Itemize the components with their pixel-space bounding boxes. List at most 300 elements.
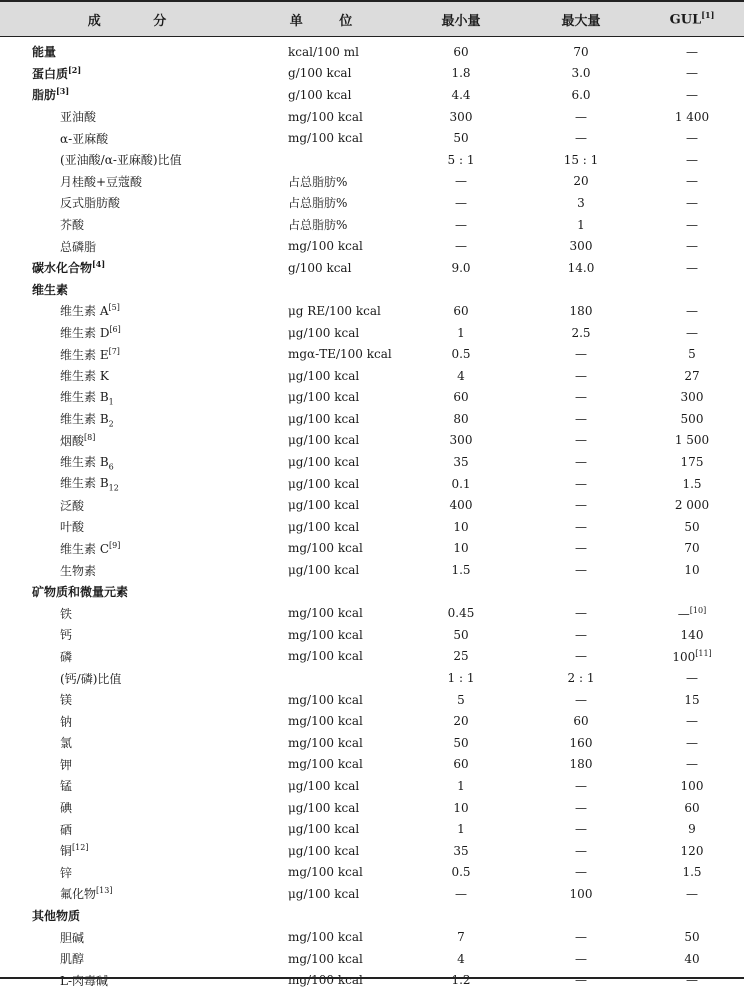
- cell-max: —: [575, 433, 587, 448]
- table-row: [0, 127, 744, 149]
- gul-value: —: [677, 606, 690, 621]
- component-name: 维生素 K: [60, 369, 109, 384]
- cell-max: 15 : 1: [563, 152, 599, 167]
- cell-min: 4: [457, 951, 465, 966]
- component-name: 总磷脂: [60, 239, 97, 254]
- cell-max: 160: [569, 735, 593, 750]
- component-name: (钙/磷)比值: [60, 671, 122, 686]
- cell-max: 20: [573, 174, 589, 189]
- cell-max: —: [575, 541, 587, 556]
- cell-max: —: [575, 692, 587, 707]
- cell-component: [0, 173, 258, 190]
- cell-unit: μg/100 kcal: [288, 778, 360, 793]
- gul-value: 10: [684, 563, 700, 578]
- cell-unit: mg/100 kcal: [288, 930, 363, 945]
- component-name: α-亚麻酸: [60, 131, 109, 146]
- cell-component: [0, 691, 258, 708]
- component-name: 钾: [60, 757, 73, 772]
- component-name: 胆碱: [60, 930, 85, 945]
- header-min: 最小量: [441, 13, 481, 29]
- gul-value: —: [686, 973, 698, 988]
- cell-component: [0, 367, 258, 384]
- component-name: 能量: [32, 45, 57, 60]
- cell-unit: mg/100 kcal: [288, 606, 363, 621]
- cell-component: [0, 972, 258, 989]
- gul-value: 9: [688, 822, 696, 837]
- cell-gul: [640, 261, 744, 275]
- component-name: 氯: [60, 736, 73, 751]
- table-row: [0, 840, 744, 862]
- cell-unit: μg/100 kcal: [288, 433, 360, 448]
- component-note: [12]: [72, 843, 89, 853]
- cell-unit: μg/100 kcal: [288, 455, 360, 470]
- table-row: [0, 365, 744, 387]
- cell-max: —: [575, 627, 587, 642]
- component-name: 烟酸: [60, 433, 85, 448]
- component-note: [13]: [96, 886, 113, 896]
- cell-max: 180: [569, 303, 593, 318]
- component-name: 锰: [60, 779, 73, 794]
- cell-gul: [640, 801, 744, 815]
- cell-gul: [640, 131, 744, 145]
- cell-max: 3.0: [571, 66, 591, 81]
- component-name: 磷: [60, 649, 73, 664]
- component-name: 维生素 B: [60, 390, 109, 405]
- cell-min: 300: [449, 109, 473, 124]
- component-name: 镁: [60, 693, 73, 708]
- cell-component: [0, 540, 258, 557]
- cell-gul: [640, 218, 744, 232]
- gul-value: 1.5: [682, 476, 702, 491]
- cell-component: [0, 474, 258, 492]
- cell-unit: μg/100 kcal: [288, 390, 360, 405]
- table-row: [0, 970, 744, 991]
- component-name: 亚油酸: [60, 110, 97, 125]
- cell-max: —: [575, 498, 587, 513]
- cell-min: 0.5: [451, 347, 471, 362]
- cell-unit: μg/100 kcal: [288, 325, 360, 340]
- cell-unit: g/100 kcal: [288, 87, 352, 102]
- component-name: 其他物质: [32, 909, 81, 924]
- cell-max: —: [575, 411, 587, 426]
- cell-gul: [640, 174, 744, 188]
- cell-gul: [640, 110, 744, 124]
- cell-min: 9.0: [451, 260, 471, 275]
- table-body: [0, 41, 744, 991]
- cell-unit: μg/100 kcal: [288, 498, 360, 513]
- cell-gul: [640, 498, 744, 512]
- gul-value: —: [686, 217, 698, 232]
- gul-value: 5: [688, 347, 696, 362]
- cell-component: [0, 238, 258, 255]
- table-row: [0, 322, 744, 344]
- component-note: [6]: [109, 325, 121, 335]
- component-name: 芥酸: [60, 218, 85, 233]
- cell-min: —: [455, 174, 467, 189]
- cell-component: [0, 950, 258, 967]
- cell-gul: [640, 412, 744, 426]
- cell-max: —: [575, 843, 587, 858]
- table-row: [0, 905, 744, 927]
- table-row: [0, 646, 744, 668]
- gul-value: —: [686, 66, 698, 81]
- cell-gul: [640, 606, 744, 621]
- gul-value: 300: [680, 390, 704, 405]
- component-name: 维生素 A: [60, 304, 109, 319]
- component-subscript: 2: [108, 419, 114, 429]
- table-row: [0, 300, 744, 322]
- cell-min: —: [455, 886, 467, 901]
- gul-value: 2 000: [674, 498, 710, 513]
- cell-min: 1: [457, 325, 465, 340]
- component-name: 生物素: [60, 563, 97, 578]
- table-row: [0, 473, 744, 495]
- cell-max: 2.5: [571, 325, 591, 340]
- component-note: [2]: [68, 64, 82, 75]
- gul-value: 175: [680, 455, 704, 470]
- cell-min: 4.4: [451, 87, 471, 102]
- cell-min: 10: [453, 541, 469, 556]
- header-component: 成 分: [87, 13, 191, 29]
- cell-unit: μg/100 kcal: [288, 519, 360, 534]
- cell-gul: [640, 779, 744, 793]
- table-row: [0, 516, 744, 538]
- cell-max: 100: [569, 886, 593, 901]
- table-row: [0, 192, 744, 214]
- cell-min: 1: [457, 822, 465, 837]
- table-row: [0, 754, 744, 776]
- component-name: 脂肪: [32, 88, 57, 103]
- table-row: [0, 257, 744, 279]
- cell-min: —: [455, 239, 467, 254]
- cell-unit: g/100 kcal: [288, 66, 352, 81]
- component-name: 泛酸: [60, 498, 85, 513]
- cell-min: 60: [453, 44, 469, 59]
- cell-component: [0, 605, 258, 622]
- cell-unit: mg/100 kcal: [288, 627, 363, 642]
- cell-max: —: [575, 778, 587, 793]
- table-row: [0, 63, 744, 85]
- component-note: [3]: [56, 86, 70, 97]
- cell-component: [0, 756, 258, 773]
- table-row: [0, 430, 744, 452]
- cell-gul: [640, 304, 744, 318]
- cell-component: [0, 821, 258, 838]
- cell-unit: μg/100 kcal: [288, 563, 360, 578]
- table-header: [0, 0, 744, 37]
- gul-value: —: [686, 195, 698, 210]
- cell-gul: [640, 628, 744, 642]
- header-unit: 单 位: [289, 13, 369, 29]
- header-max: 最大量: [561, 13, 601, 29]
- cell-gul: [640, 693, 744, 707]
- component-name: 碘: [60, 801, 73, 816]
- gul-value: —: [686, 44, 698, 59]
- cell-component: [0, 864, 258, 881]
- component-name: 反式脂肪酸: [60, 196, 121, 211]
- cell-gul: [640, 433, 744, 447]
- cell-gul: [640, 973, 744, 987]
- cell-component: [0, 907, 258, 924]
- gul-value: 500: [680, 411, 704, 426]
- cell-unit: μg/100 kcal: [288, 822, 360, 837]
- table-row: [0, 948, 744, 970]
- cell-min: 1 : 1: [447, 671, 475, 686]
- cell-component: [0, 302, 258, 319]
- gul-value: 40: [684, 951, 700, 966]
- gul-value: 70: [684, 541, 700, 556]
- cell-min: 7: [457, 930, 465, 945]
- cell-max: 180: [569, 757, 593, 772]
- cell-component: [0, 194, 258, 211]
- cell-component: [0, 626, 258, 643]
- cell-component: [0, 799, 258, 816]
- cell-max: 3: [577, 195, 585, 210]
- cell-unit: mg/100 kcal: [288, 757, 363, 772]
- cell-max: —: [575, 865, 587, 880]
- cell-max: 60: [573, 714, 589, 729]
- table-row: [0, 689, 744, 711]
- cell-unit: 占总脂肪%: [288, 196, 348, 211]
- cell-gul: [640, 714, 744, 728]
- cell-min: 80: [453, 411, 469, 426]
- cell-component: [0, 929, 258, 946]
- cell-component: [0, 151, 258, 168]
- cell-component: [0, 130, 258, 147]
- cell-unit: mg/100 kcal: [288, 714, 363, 729]
- cell-max: —: [575, 390, 587, 405]
- cell-unit: μg/100 kcal: [288, 368, 360, 383]
- table-row: [0, 732, 744, 754]
- cell-component: [0, 86, 258, 103]
- cell-unit: mg/100 kcal: [288, 951, 363, 966]
- cell-max: 6.0: [571, 87, 591, 102]
- gul-value: —: [686, 260, 698, 275]
- cell-component: [0, 388, 258, 406]
- cell-max: 300: [569, 239, 593, 254]
- cell-unit: mg/100 kcal: [288, 973, 363, 988]
- component-name: 钠: [60, 714, 73, 729]
- cell-component: [0, 842, 258, 859]
- cell-unit: 占总脂肪%: [288, 174, 348, 189]
- cell-gul: [640, 326, 744, 340]
- component-note: [5]: [108, 303, 120, 313]
- gul-value: 27: [684, 368, 700, 383]
- cell-unit: μg/100 kcal: [288, 411, 360, 426]
- cell-component: [0, 777, 258, 794]
- component-name: 铁: [60, 606, 73, 621]
- cell-min: 10: [453, 800, 469, 815]
- cell-max: 2 : 1: [567, 671, 595, 686]
- component-name: 铜: [60, 844, 73, 859]
- cell-max: 1: [577, 217, 585, 232]
- cell-unit: μg/100 kcal: [288, 476, 360, 491]
- cell-gul: [640, 541, 744, 555]
- gul-value: 120: [680, 843, 704, 858]
- cell-max: —: [575, 606, 587, 621]
- component-name: 蛋白质: [32, 66, 69, 81]
- gul-value: 1 400: [674, 109, 710, 124]
- component-name: L-肉毒碱: [60, 973, 109, 988]
- component-name: 叶酸: [60, 520, 85, 535]
- cell-component: [0, 562, 258, 579]
- cell-unit: mg/100 kcal: [288, 131, 363, 146]
- component-subscript: 12: [108, 483, 119, 493]
- gul-value: —: [686, 886, 698, 901]
- cell-max: —: [575, 822, 587, 837]
- table-row: [0, 710, 744, 732]
- cell-max: 70: [573, 44, 589, 59]
- gul-value: —: [686, 325, 698, 340]
- cell-component: [0, 65, 258, 82]
- table-row: [0, 106, 744, 128]
- gul-value: —: [686, 735, 698, 750]
- gul-value: 1 500: [674, 433, 710, 448]
- cell-gul: [640, 952, 744, 966]
- cell-unit: μg/100 kcal: [288, 800, 360, 815]
- cell-gul: [640, 887, 744, 901]
- table-row: [0, 602, 744, 624]
- cell-component: [0, 670, 258, 687]
- cell-component: [0, 453, 258, 471]
- cell-max: —: [575, 563, 587, 578]
- component-name: 锌: [60, 865, 73, 880]
- cell-gul: [640, 88, 744, 102]
- gul-value: 15: [684, 692, 700, 707]
- cell-unit: kcal/100 ml: [288, 44, 359, 59]
- cell-component: [0, 497, 258, 514]
- gul-value: 1.5: [682, 865, 702, 880]
- cell-unit: mg/100 kcal: [288, 649, 363, 664]
- cell-unit: mg/100 kcal: [288, 109, 363, 124]
- cell-min: 400: [449, 498, 473, 513]
- cell-unit: mg/100 kcal: [288, 735, 363, 750]
- cell-max: —: [575, 951, 587, 966]
- table-row: [0, 797, 744, 819]
- cell-max: —: [575, 800, 587, 815]
- gul-note: [11]: [695, 648, 712, 658]
- table-row: [0, 451, 744, 473]
- gul-value: 50: [684, 930, 700, 945]
- component-name: 硒: [60, 822, 73, 837]
- cell-component: [0, 734, 258, 751]
- table-row: [0, 343, 744, 365]
- table-row: [0, 926, 744, 948]
- table-row: [0, 149, 744, 171]
- cell-component: [0, 108, 258, 125]
- component-subscript: 1: [108, 397, 114, 407]
- header-gul-label: GUL: [669, 12, 702, 28]
- table-row: [0, 387, 744, 409]
- cell-component: [0, 281, 258, 298]
- table-row: [0, 667, 744, 689]
- component-name: 月桂酸+豆蔻酸: [60, 174, 143, 189]
- cell-max: 14.0: [567, 260, 595, 275]
- cell-gul: [640, 196, 744, 210]
- component-note: [7]: [108, 346, 120, 356]
- cell-gul: [640, 153, 744, 167]
- component-name: 维生素 E: [60, 347, 109, 362]
- cell-max: —: [575, 930, 587, 945]
- cell-min: 1: [457, 778, 465, 793]
- cell-gul: [640, 649, 744, 664]
- cell-min: —: [455, 217, 467, 232]
- cell-min: 25: [453, 649, 469, 664]
- cell-component: [0, 43, 258, 60]
- cell-component: [0, 432, 258, 449]
- gul-value: —: [686, 174, 698, 189]
- gul-value: 100: [672, 649, 696, 664]
- table-row: [0, 235, 744, 257]
- table-row: [0, 862, 744, 884]
- gul-value: —: [686, 714, 698, 729]
- header-gul: [640, 10, 744, 27]
- gul-value: —: [686, 303, 698, 318]
- cell-gul: [640, 930, 744, 944]
- table-row: [0, 883, 744, 905]
- cell-min: 1.5: [451, 563, 471, 578]
- cell-min: 0.45: [447, 606, 475, 621]
- cell-gul: [640, 671, 744, 685]
- cell-gul: [640, 369, 744, 383]
- cell-component: [0, 346, 258, 363]
- cell-min: —: [455, 195, 467, 210]
- table-row: [0, 408, 744, 430]
- cell-min: 0.5: [451, 865, 471, 880]
- cell-min: 60: [453, 303, 469, 318]
- component-note: [4]: [92, 259, 106, 270]
- cell-gul: [640, 390, 744, 404]
- cell-min: 300: [449, 433, 473, 448]
- component-name: 维生素 B: [60, 454, 109, 469]
- component-name: 碳水化合物: [32, 261, 93, 276]
- gul-value: 60: [684, 800, 700, 815]
- cell-max: —: [575, 519, 587, 534]
- cell-gul: [640, 757, 744, 771]
- cell-max: —: [575, 368, 587, 383]
- header-gul-note: [1]: [701, 10, 715, 21]
- cell-gul: [640, 736, 744, 750]
- component-note: [9]: [109, 540, 121, 550]
- table-row: [0, 775, 744, 797]
- component-name: 维生素 C: [60, 541, 109, 556]
- cell-min: 60: [453, 757, 469, 772]
- cell-max: —: [575, 973, 587, 988]
- cell-min: 35: [453, 455, 469, 470]
- component-subscript: 6: [108, 462, 114, 472]
- gul-value: —: [686, 131, 698, 146]
- gul-value: 100: [680, 778, 704, 793]
- cell-min: 60: [453, 390, 469, 405]
- table-row: [0, 279, 744, 301]
- cell-unit: mg/100 kcal: [288, 239, 363, 254]
- cell-component: [0, 324, 258, 341]
- component-name: 矿物质和微量元素: [32, 585, 129, 600]
- cell-min: 5 : 1: [447, 152, 475, 167]
- cell-min: 50: [453, 735, 469, 750]
- table-row: [0, 818, 744, 840]
- cell-gul: [640, 563, 744, 577]
- cell-min: 20: [453, 714, 469, 729]
- gul-value: —: [686, 239, 698, 254]
- cell-gul: [640, 239, 744, 253]
- component-name: 氟化物: [60, 887, 97, 902]
- cell-unit: 占总脂肪%: [288, 218, 348, 233]
- bottom-rule: [0, 977, 744, 979]
- cell-gul: [640, 455, 744, 469]
- cell-unit: g/100 kcal: [288, 260, 352, 275]
- cell-component: [0, 518, 258, 535]
